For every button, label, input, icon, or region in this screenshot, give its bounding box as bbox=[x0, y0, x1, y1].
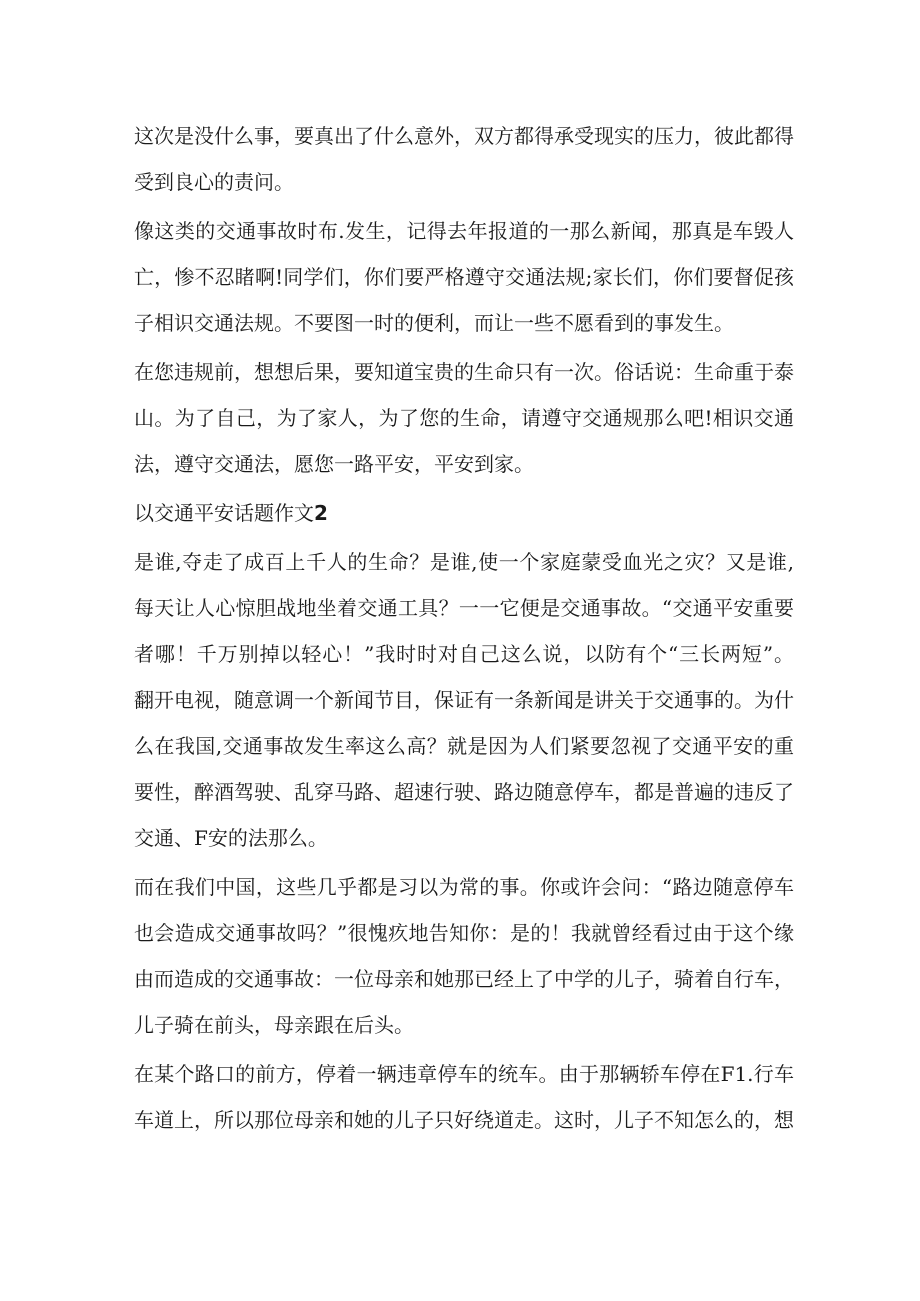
text-line: 要性，醉酒驾驶、乱穿马路、超速行驶、路边随意停车，都是普遍的违反了 bbox=[134, 780, 794, 804]
text-line: 受到良心的责问。 bbox=[134, 170, 294, 194]
text-line: 翻开电视，随意调一个新闻节目，保证有一条新闻是讲关于交通事的。为什 bbox=[134, 688, 794, 712]
document-body bbox=[134, 113, 794, 1146]
text-line: 车道上，所以那位母亲和她的儿子只好绕道走。这时，儿子不知怎么的，想 bbox=[134, 1108, 794, 1132]
text-line: 是谁,夺走了成百上千人的生命？是谁,使一个家庭蒙受血光之灾？又是谁, bbox=[134, 550, 794, 574]
paragraph-2 bbox=[134, 208, 794, 346]
paragraph-6 bbox=[134, 1051, 794, 1143]
text-line: 子相识交通法规。不要图一时的便利，而让一些不愿看到的事发生。 bbox=[134, 311, 734, 335]
text-line: 么在我国,交通事故发生率这么高？就是因为人们紧要忽视了交通平安的重 bbox=[134, 734, 794, 758]
text-line: 在您违规前，想想后果，要知道宝贵的生命只有一次。俗话说：生命重于泰 bbox=[134, 360, 794, 384]
text-line: 交通、F安的法那么。 bbox=[134, 826, 328, 850]
text-line: 山。为了自己，为了家人，为了您的生命，请遵守交通规那么吧!相识交通 bbox=[134, 406, 794, 430]
heading-number: 2 bbox=[314, 501, 328, 525]
text-line: 法，遵守交通法，愿您一路平安，平安到家。 bbox=[134, 452, 534, 476]
text-line: 这次是没什么事，要真出了什么意外，双方都得承受现实的压力，彼此都得 bbox=[134, 124, 794, 148]
paragraph-1 bbox=[134, 113, 794, 205]
text-line: 像这类的交通事故时布.发生，记得去年报道的一那么新闻，那真是车毁人 bbox=[134, 219, 794, 243]
heading-line bbox=[134, 490, 794, 536]
text-line: 亡，惨不忍睹啊!同学们，你们要严格遵守交通法规;家长们，你们要督促孩 bbox=[134, 265, 794, 289]
text-line: 者哪！千万别掉以轻心！”我时时对自己这么说，以防有个“三长两短”。 bbox=[134, 642, 794, 666]
text-line: 而在我们中国，这些几乎都是习以为常的事。你或许会问：“路边随意停车 bbox=[134, 875, 794, 899]
text-line: 每天让人心惊胆战地坐着交通工具？一一它便是交通事故。“交通平安重要 bbox=[134, 596, 794, 620]
paragraph-4 bbox=[134, 539, 794, 861]
paragraph-3 bbox=[134, 349, 794, 487]
text-line: 儿子骑在前头，母亲跟在后头。 bbox=[134, 1013, 414, 1037]
section-heading bbox=[134, 490, 794, 536]
text-line: 在某个路口的前方，停着一辆违章停车的统车。由于那辆轿车停在F1.行车 bbox=[134, 1062, 794, 1086]
heading-text: 以交通平安话题作文 bbox=[134, 501, 314, 525]
text-line: 也会造成交通事故吗？”很愧疚地告知你：是的！我就曾经看过由于这个缘 bbox=[134, 921, 794, 945]
text-line: 由而造成的交通事故：一位母亲和她那已经上了中学的儿子，骑着自行车， bbox=[134, 967, 794, 991]
paragraph-5 bbox=[134, 864, 794, 1048]
